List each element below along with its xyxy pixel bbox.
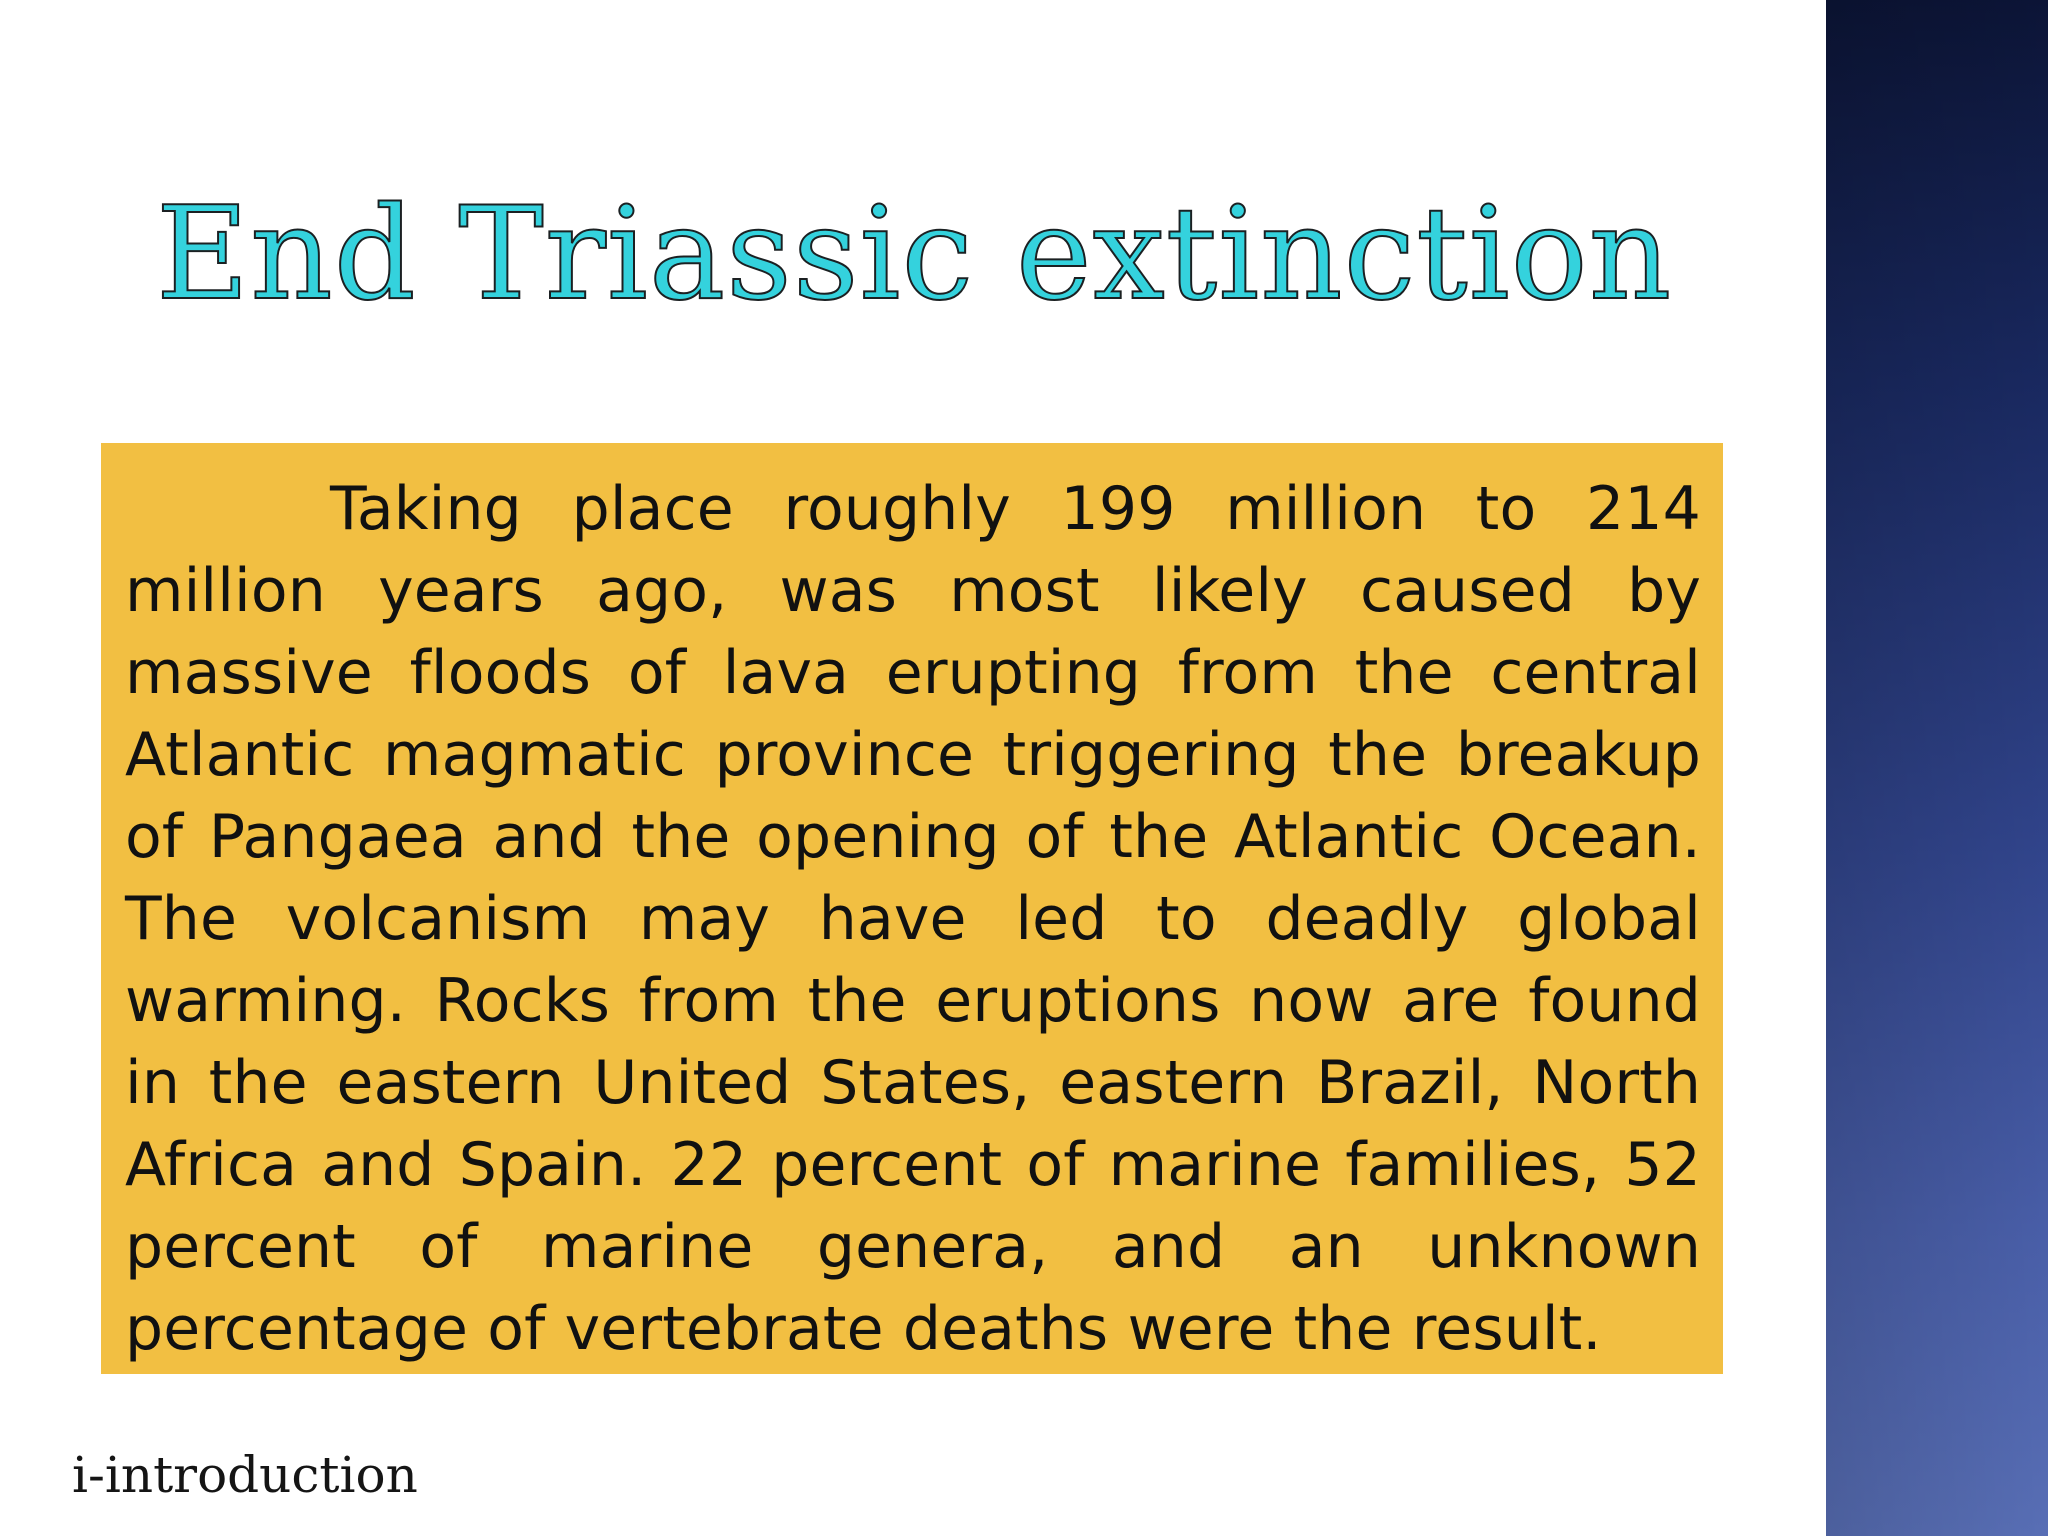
content-box <box>101 443 1723 1374</box>
body-text: Taking place roughly 199 million to 214 million years ago, was most likely caused by massive floods of lava erupting from the central Atlantic magmatic province triggering the breakup of Pangaea and the opening of the Atlantic Ocean. The volcanism may have led to deadly global warming. Rocks from the eruptions now are found in the eastern United States, eastern Brazil, North Africa and Spain. 22 percent of marine families, 52 percent of marine genera, and an unknown percentage of vertebrate deaths were the result. <box>125 474 1701 1364</box>
slide-title: End Triassic extinction <box>155 180 1673 329</box>
decorative-sidebar <box>1826 0 2048 1536</box>
footer-text: i-introduction <box>72 1446 418 1504</box>
